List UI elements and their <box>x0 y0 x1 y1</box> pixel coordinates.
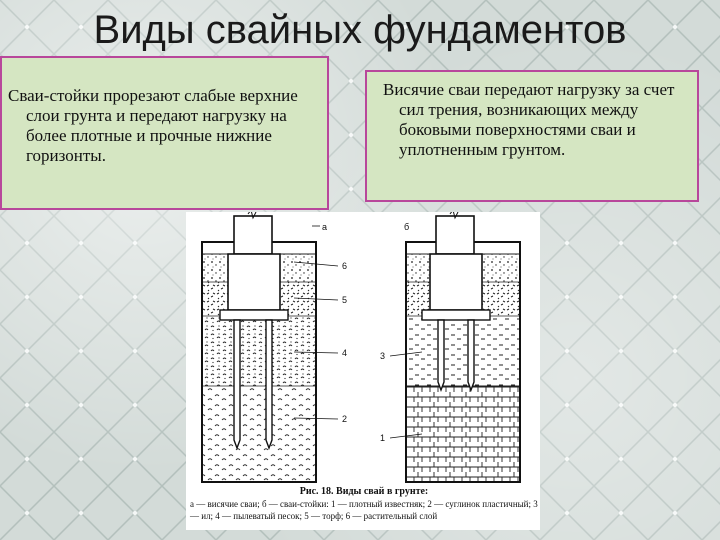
label-b-1: 1 <box>380 433 386 443</box>
end-bearing-piles-text: Сваи-стойки прорезают слабые верхние слои грунта и передают нагрузку на более плотные и прочные нижние горизонты. <box>8 86 298 165</box>
pile-diagram <box>186 212 540 530</box>
label-b: б <box>404 222 410 232</box>
diagram-a <box>202 212 347 482</box>
label-b-3: 3 <box>380 351 386 361</box>
figure-caption <box>190 486 538 522</box>
diagram-b <box>380 212 520 482</box>
end-bearing-piles-textbox <box>0 56 329 210</box>
caption-title: Рис. 18. Виды свай в грунте: <box>299 486 429 497</box>
caption-text: а — висячие сваи; б — сваи-стойки: 1 — плотный известняк; 2 — суглинок пластичный; 3 — ил; 4 — пылеватый песок; 5 — торф; 6 — растительный слой <box>190 499 538 521</box>
label-a-6: 6 <box>342 261 348 271</box>
label-a-4: 4 <box>342 348 348 358</box>
friction-piles-textbox <box>365 70 699 202</box>
label-a-5: 5 <box>342 295 348 305</box>
slide-title: Виды свайных фундаментов <box>93 8 627 52</box>
label-a: а <box>322 222 328 232</box>
label-a-2: 2 <box>342 414 348 424</box>
friction-piles-text: Висячие сваи передают нагрузку за счет сил трения, возникающих между боковыми поверхностями сваи и уплотненным грунтом. <box>383 80 675 159</box>
pile-types-figure <box>186 212 540 530</box>
